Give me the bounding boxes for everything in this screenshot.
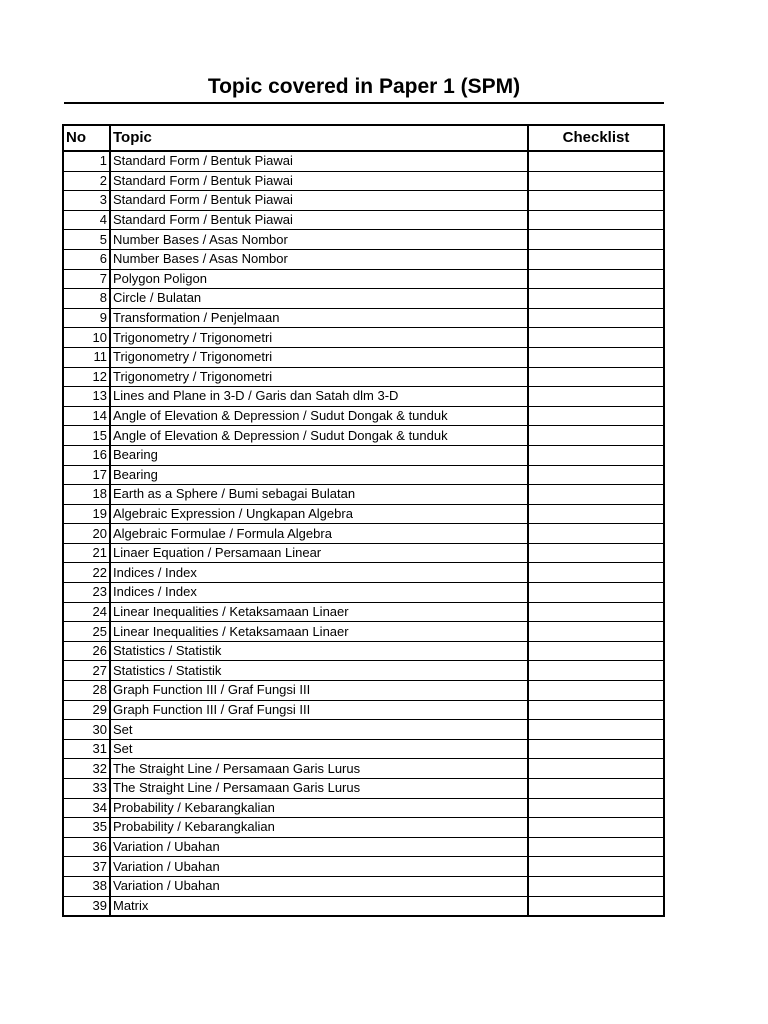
row-topic: Algebraic Expression / Ungkapan Algebra xyxy=(110,504,528,524)
table-row xyxy=(63,779,664,799)
table-row xyxy=(63,504,664,524)
table-row xyxy=(63,759,664,779)
table-row xyxy=(63,171,664,191)
row-number: 5 xyxy=(63,230,110,250)
row-topic: Linaer Equation / Persamaan Linear xyxy=(110,543,528,563)
table-row xyxy=(63,700,664,720)
row-number: 18 xyxy=(63,485,110,505)
row-number: 30 xyxy=(63,720,110,740)
checklist-cell[interactable] xyxy=(528,543,664,563)
table-row xyxy=(63,210,664,230)
table-row xyxy=(63,563,664,583)
checklist-cell[interactable] xyxy=(528,289,664,309)
table-row xyxy=(63,641,664,661)
header-no: No xyxy=(63,125,110,151)
row-number: 29 xyxy=(63,700,110,720)
checklist-cell[interactable] xyxy=(528,151,664,171)
table-row xyxy=(63,602,664,622)
row-topic: Bearing xyxy=(110,445,528,465)
table-row xyxy=(63,837,664,857)
table-row xyxy=(63,661,664,681)
row-number: 26 xyxy=(63,641,110,661)
header-topic: Topic xyxy=(110,125,528,151)
page-title: Topic covered in Paper 1 (SPM) xyxy=(207,75,521,98)
table-row xyxy=(63,818,664,838)
table-row xyxy=(63,387,664,407)
checklist-cell[interactable] xyxy=(528,485,664,505)
row-topic: Angle of Elevation & Depression / Sudut Dongak & tunduk xyxy=(110,406,528,426)
row-number: 33 xyxy=(63,779,110,799)
row-topic: Polygon Poligon xyxy=(110,269,528,289)
row-topic: Bearing xyxy=(110,465,528,485)
row-topic: Algebraic Formulae / Formula Algebra xyxy=(110,524,528,544)
checklist-cell[interactable] xyxy=(528,602,664,622)
checklist-cell[interactable] xyxy=(528,524,664,544)
table-row xyxy=(63,367,664,387)
checklist-cell[interactable] xyxy=(528,661,664,681)
table-row xyxy=(63,347,664,367)
table-row xyxy=(63,289,664,309)
checklist-cell[interactable] xyxy=(528,249,664,269)
row-topic: Statistics / Statistik xyxy=(110,661,528,681)
row-topic: Angle of Elevation & Depression / Sudut Dongak & tunduk xyxy=(110,426,528,446)
checklist-cell[interactable] xyxy=(528,191,664,211)
checklist-cell[interactable] xyxy=(528,269,664,289)
checklist-cell[interactable] xyxy=(528,230,664,250)
row-number: 36 xyxy=(63,837,110,857)
row-topic: Number Bases / Asas Nombor xyxy=(110,249,528,269)
row-number: 12 xyxy=(63,367,110,387)
row-number: 35 xyxy=(63,818,110,838)
checklist-cell[interactable] xyxy=(528,818,664,838)
checklist-cell[interactable] xyxy=(528,798,664,818)
table-row xyxy=(63,543,664,563)
row-topic: Standard Form / Bentuk Piawai xyxy=(110,171,528,191)
table-row xyxy=(63,269,664,289)
table-row xyxy=(63,896,664,916)
row-number: 10 xyxy=(63,328,110,348)
checklist-cell[interactable] xyxy=(528,779,664,799)
row-number: 4 xyxy=(63,210,110,230)
row-number: 17 xyxy=(63,465,110,485)
row-number: 2 xyxy=(63,171,110,191)
row-number: 28 xyxy=(63,681,110,701)
row-topic: The Straight Line / Persamaan Garis Lurus xyxy=(110,759,528,779)
row-topic: Probability / Kebarangkalian xyxy=(110,798,528,818)
row-topic: Transformation / Penjelmaan xyxy=(110,308,528,328)
row-number: 1 xyxy=(63,151,110,171)
row-number: 34 xyxy=(63,798,110,818)
row-topic: Variation / Ubahan xyxy=(110,857,528,877)
row-topic: Trigonometry / Trigonometri xyxy=(110,328,528,348)
checklist-cell[interactable] xyxy=(528,347,664,367)
title-underline xyxy=(64,102,664,104)
row-topic: Variation / Ubahan xyxy=(110,837,528,857)
checklist-cell[interactable] xyxy=(528,465,664,485)
checklist-cell[interactable] xyxy=(528,328,664,348)
row-topic: Trigonometry / Trigonometri xyxy=(110,367,528,387)
row-number: 21 xyxy=(63,543,110,563)
row-number: 8 xyxy=(63,289,110,309)
table-row xyxy=(63,406,664,426)
checklist-cell[interactable] xyxy=(528,720,664,740)
checklist-cell[interactable] xyxy=(528,739,664,759)
checklist-cell[interactable] xyxy=(528,700,664,720)
row-topic: Earth as a Sphere / Bumi sebagai Bulatan xyxy=(110,485,528,505)
row-number: 3 xyxy=(63,191,110,211)
table-row xyxy=(63,857,664,877)
table-row xyxy=(63,426,664,446)
table-row xyxy=(63,876,664,896)
row-number: 7 xyxy=(63,269,110,289)
row-number: 9 xyxy=(63,308,110,328)
table-row xyxy=(63,230,664,250)
checklist-cell[interactable] xyxy=(528,876,664,896)
row-number: 6 xyxy=(63,249,110,269)
checklist-cell[interactable] xyxy=(528,210,664,230)
checklist-cell[interactable] xyxy=(528,445,664,465)
row-topic: Number Bases / Asas Nombor xyxy=(110,230,528,250)
row-number: 31 xyxy=(63,739,110,759)
table-row xyxy=(63,720,664,740)
checklist-cell[interactable] xyxy=(528,426,664,446)
row-number: 27 xyxy=(63,661,110,681)
checklist-cell[interactable] xyxy=(528,171,664,191)
checklist-cell[interactable] xyxy=(528,308,664,328)
row-topic: Standard Form / Bentuk Piawai xyxy=(110,210,528,230)
header-checklist: Checklist xyxy=(528,125,664,151)
table-row xyxy=(63,465,664,485)
checklist-cell[interactable] xyxy=(528,837,664,857)
row-topic: Standard Form / Bentuk Piawai xyxy=(110,191,528,211)
row-number: 14 xyxy=(63,406,110,426)
row-topic: Statistics / Statistik xyxy=(110,641,528,661)
topic-checklist-table xyxy=(62,124,665,917)
table-row xyxy=(63,249,664,269)
checklist-cell[interactable] xyxy=(528,641,664,661)
table-row xyxy=(63,308,664,328)
checklist-cell[interactable] xyxy=(528,857,664,877)
checklist-cell[interactable] xyxy=(528,406,664,426)
row-topic: Graph Function III / Graf Fungsi III xyxy=(110,681,528,701)
row-topic: Trigonometry / Trigonometri xyxy=(110,347,528,367)
row-topic: Linear Inequalities / Ketaksamaan Linaer xyxy=(110,602,528,622)
row-topic: Probability / Kebarangkalian xyxy=(110,818,528,838)
table-row xyxy=(63,583,664,603)
row-number: 13 xyxy=(63,387,110,407)
row-topic: Set xyxy=(110,739,528,759)
row-number: 24 xyxy=(63,602,110,622)
row-topic: Set xyxy=(110,720,528,740)
table-row xyxy=(63,191,664,211)
row-number: 16 xyxy=(63,445,110,465)
row-topic: Matrix xyxy=(110,896,528,916)
row-number: 20 xyxy=(63,524,110,544)
table-row xyxy=(63,445,664,465)
table-row xyxy=(63,798,664,818)
row-number: 37 xyxy=(63,857,110,877)
checklist-cell[interactable] xyxy=(528,622,664,642)
checklist-cell[interactable] xyxy=(528,387,664,407)
table-row xyxy=(63,151,664,171)
table-row xyxy=(63,622,664,642)
row-topic: Variation / Ubahan xyxy=(110,876,528,896)
table-header-row xyxy=(63,125,664,151)
row-number: 22 xyxy=(63,563,110,583)
row-topic: Linear Inequalities / Ketaksamaan Linaer xyxy=(110,622,528,642)
checklist-cell[interactable] xyxy=(528,367,664,387)
row-topic: Graph Function III / Graf Fungsi III xyxy=(110,700,528,720)
row-number: 15 xyxy=(63,426,110,446)
row-number: 25 xyxy=(63,622,110,642)
row-topic: Indices / Index xyxy=(110,563,528,583)
row-number: 23 xyxy=(63,583,110,603)
row-number: 38 xyxy=(63,876,110,896)
checklist-cell[interactable] xyxy=(528,896,664,916)
row-number: 32 xyxy=(63,759,110,779)
checklist-cell[interactable] xyxy=(528,681,664,701)
table-row xyxy=(63,524,664,544)
row-number: 11 xyxy=(63,347,110,367)
checklist-cell[interactable] xyxy=(528,563,664,583)
table-row xyxy=(63,681,664,701)
row-topic: Indices / Index xyxy=(110,583,528,603)
table-row xyxy=(63,485,664,505)
row-topic: Circle / Bulatan xyxy=(110,289,528,309)
row-topic: Lines and Plane in 3-D / Garis dan Satah dlm 3-D xyxy=(110,387,528,407)
checklist-cell[interactable] xyxy=(528,759,664,779)
table-row xyxy=(63,739,664,759)
row-number: 39 xyxy=(63,896,110,916)
checklist-cell[interactable] xyxy=(528,504,664,524)
checklist-cell[interactable] xyxy=(528,583,664,603)
row-number: 19 xyxy=(63,504,110,524)
row-topic: The Straight Line / Persamaan Garis Lurus xyxy=(110,779,528,799)
table-row xyxy=(63,328,664,348)
row-topic: Standard Form / Bentuk Piawai xyxy=(110,151,528,171)
